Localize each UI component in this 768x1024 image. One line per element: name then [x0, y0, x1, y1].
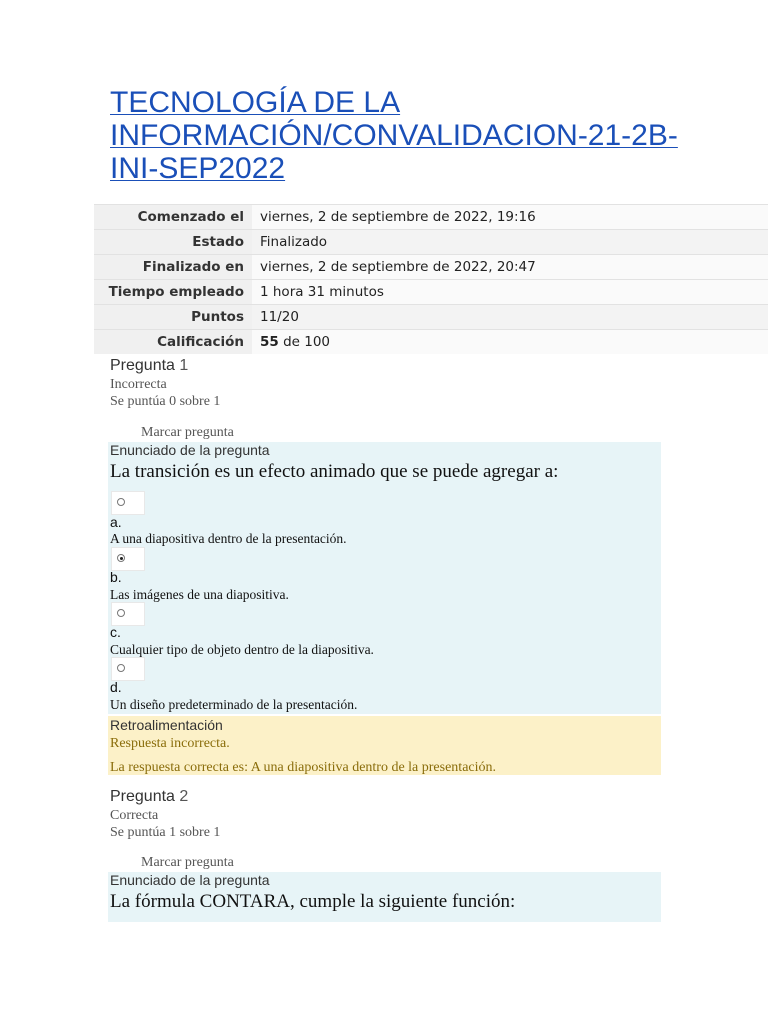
summary-label: Finalizado en [94, 255, 252, 280]
summary-row-finished [94, 255, 768, 280]
summary-value: viernes, 2 de septiembre de 2022, 20:47 [252, 255, 768, 280]
attempt-summary-table [94, 204, 768, 355]
summary-label: Estado [94, 230, 252, 255]
feedback-correct-answer: La respuesta correcta es: A una diapositiva dentro de la presentación. [110, 760, 497, 775]
course-title-link[interactable]: TECNOLOGÍA DE LA INFORMACIÓN/CONVALIDACION-21-2B-INI-SEP2022 [110, 86, 678, 185]
summary-label: Tiempo empleado [94, 280, 252, 305]
enunciado-label: Enunciado de la pregunta [110, 872, 270, 888]
radio-icon [117, 609, 125, 617]
summary-row-started [94, 205, 768, 230]
question-text: La fórmula CONTARA, cumple la siguiente función: [110, 891, 516, 912]
question-number-value: 2 [179, 788, 189, 805]
question-2-formulation [108, 872, 661, 922]
feedback-label: Retroalimentación [110, 717, 223, 733]
option-d-radio[interactable] [111, 657, 145, 681]
summary-label: Puntos [94, 305, 252, 330]
radio-icon [117, 498, 125, 506]
flag-question-link[interactable]: Marcar pregunta [141, 855, 234, 870]
question-2-info [110, 787, 220, 841]
enunciado-label: Enunciado de la pregunta [110, 442, 270, 458]
option-a-text[interactable]: A una diapositiva dentro de la presentación. [110, 531, 347, 546]
question-label: Pregunta [110, 788, 180, 805]
question-1-info [110, 356, 220, 410]
summary-row-state [94, 230, 768, 255]
option-c-radio[interactable] [111, 602, 145, 626]
question-state: Incorrecta [110, 377, 167, 392]
option-a-letter: a. [110, 514, 122, 530]
summary-value [252, 330, 768, 355]
question-state: Correcta [110, 808, 159, 823]
option-d-letter: d. [110, 679, 122, 695]
option-a-radio[interactable] [111, 491, 145, 515]
grade-total: de 100 [278, 334, 331, 350]
summary-row-grade [94, 330, 768, 355]
option-b-radio[interactable] [111, 547, 145, 571]
option-d-text[interactable]: Un diseño predeterminado de la presentación. [110, 697, 358, 712]
feedback-result: Respuesta incorrecta. [110, 736, 230, 751]
option-b-text[interactable]: Las imágenes de una diapositiva. [110, 587, 289, 602]
option-b-letter: b. [110, 569, 122, 585]
question-1-feedback [108, 716, 661, 775]
question-1-formulation [108, 442, 661, 714]
radio-icon [117, 664, 125, 672]
option-c-text[interactable]: Cualquier tipo de objeto dentro de la diapositiva. [110, 642, 374, 657]
summary-label: Calificación [94, 330, 252, 355]
question-text: La transición es un efecto animado que se puede agregar a: [110, 461, 559, 482]
option-c-letter: c. [110, 624, 121, 640]
summary-value: viernes, 2 de septiembre de 2022, 19:16 [252, 205, 768, 230]
flag-question-link[interactable]: Marcar pregunta [141, 425, 234, 440]
summary-value: Finalizado [252, 230, 768, 255]
summary-row-time [94, 280, 768, 305]
summary-label: Comenzado el [94, 205, 252, 230]
question-number-value: 1 [179, 357, 189, 374]
summary-row-points [94, 305, 768, 330]
question-number [110, 787, 220, 807]
summary-value: 1 hora 31 minutos [252, 280, 768, 305]
question-label: Pregunta [110, 357, 180, 374]
radio-checked-icon [117, 554, 125, 562]
question-number [110, 356, 220, 376]
summary-value: 11/20 [252, 305, 768, 330]
question-grade: Se puntúa 1 sobre 1 [110, 825, 221, 840]
question-grade: Se puntúa 0 sobre 1 [110, 394, 221, 409]
grade-score: 55 [260, 334, 279, 350]
